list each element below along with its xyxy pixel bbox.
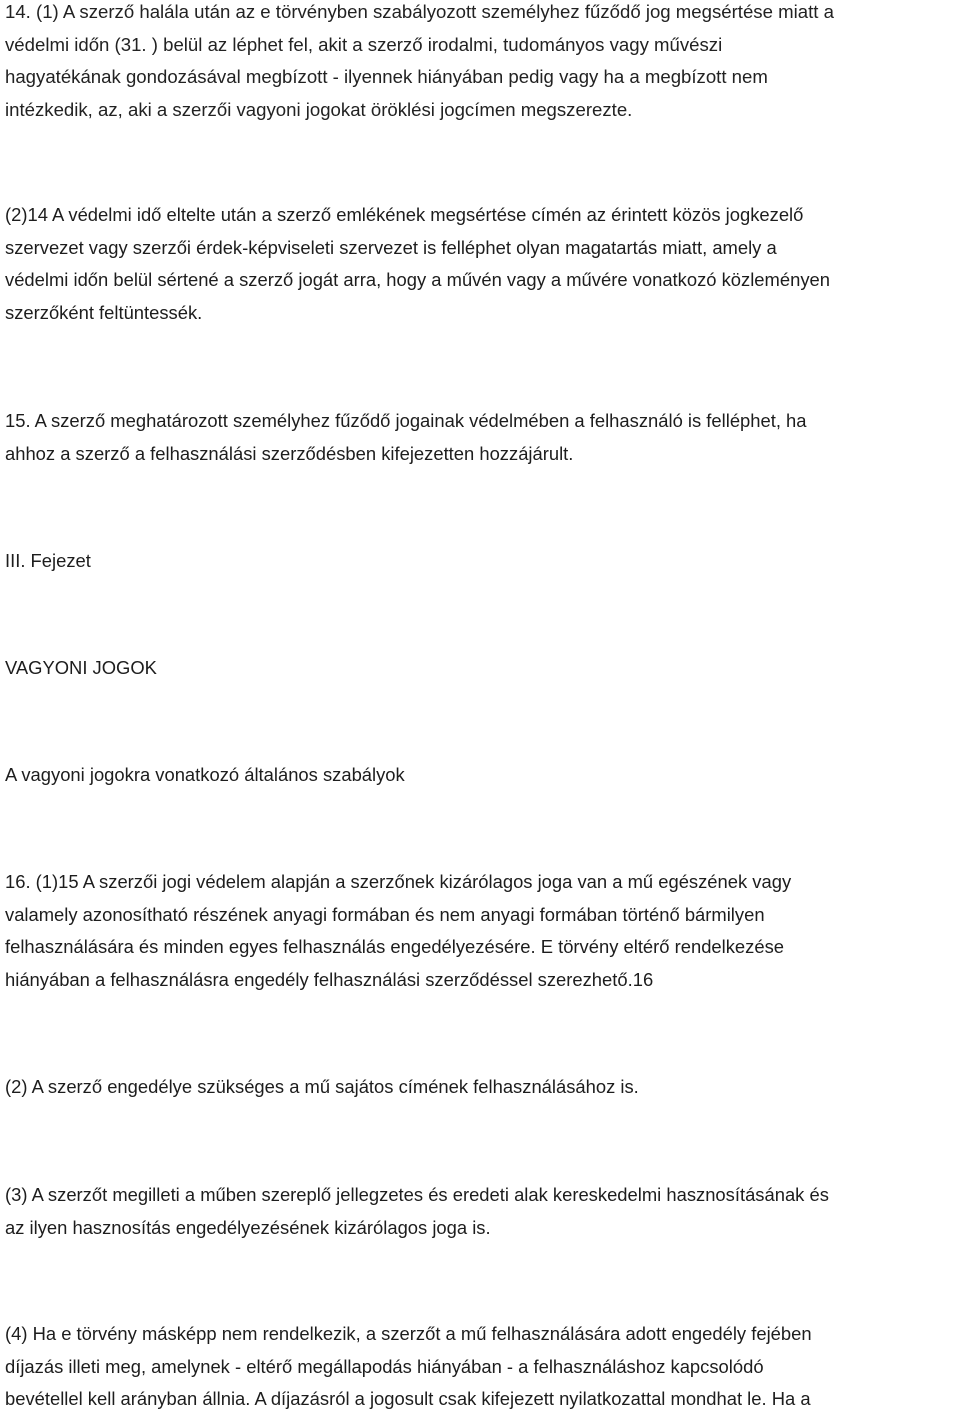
chapter-label: III. Fejezet [5,550,91,571]
text-line: 15. A szerző meghatározott személyhez fűződő jogainak védelmében a felhasználó is felléphet, ha [5,410,807,431]
text-line: felhasználására és minden egyes felhasználás engedélyezésére. E törvény eltérő rendelkezése [5,936,785,957]
text-line: 14. (1) A szerző halála után az e törvényben szabályozott személyhez fűződő jog megsértése miatt a [5,1,834,22]
text-line: védelmi időn (31. ) belül az léphet fel, akit a szerző irodalmi, tudományos vagy művészi [5,33,723,55]
text-line: hiányában a felhasználásra engedély felhasználási szerződéssel szerezhető.16 [5,968,654,990]
text-line: valamely azonosítható részének anyagi formában és nem anyagi formában történő bármilyen [5,903,765,925]
chapter-title: VAGYONI JOGOK [5,657,157,678]
text-line: (4) Ha e törvény másképp nem rendelkezik, a szerzőt a mű felhasználására adott engedély fejében [5,1323,812,1344]
paragraph-16-1 [5,866,955,996]
text-line: bevétellel kell arányban állnia. A díjazásról a jogosult csak kifejezett nyilatkozattal mondhat le. Ha a [5,1388,811,1409]
paragraph-14-2 [5,199,955,329]
text-line: díjazás illeti meg, amelynek - eltérő megállapodás hiányában - a felhasználáshoz kapcsolódó [5,1355,764,1377]
text-line: 16. (1)15 A szerzői jogi védelem alapján a szerzőnek kizárólagos joga van a mű egészének vagy [5,871,792,892]
text-line: hagyatékának gondozásával megbízott - ilyennek hiányában pedig vagy ha a megbízott nem [5,66,768,87]
text-line: ahhoz a szerző a felhasználási szerződésben kifejezetten hozzájárult. [5,442,574,464]
text-line: intézkedik, az, aki a szerzői vagyoni jogokat öröklési jogcímen megszerezte. [5,98,633,120]
text-line: (2)14 A védelmi idő eltelte után a szerző emlékének megsértése címén az érintett közös jogkezelő [5,204,804,225]
section-title: A vagyoni jogokra vonatkozó általános szabályok [5,764,405,785]
text-line: védelmi időn belül sértené a szerző jogát arra, hogy a művén vagy a művére vonatkozó közleményen [5,269,830,290]
text-line: szerzőként feltüntessék. [5,301,203,323]
paragraph-16-4 [5,1318,955,1416]
paragraph-15 [5,405,955,470]
text-line: szervezet vagy szerzői érdek-képviseleti szervezet is felléphet olyan magatartás miatt, amely a [5,236,777,258]
text-line: (3) A szerzőt megilleti a műben szereplő jellegzetes és eredeti alak kereskedelmi hasznosításának és [5,1184,829,1205]
paragraph-16-3 [5,1179,955,1244]
paragraph-16-2 [5,1071,955,1104]
text-line: az ilyen hasznosítás engedélyezésének kizárólagos joga is. [5,1216,491,1238]
text-line: (2) A szerző engedélye szükséges a mű sajátos címének felhasználásához is. [5,1076,639,1097]
paragraph-14-1 [5,0,955,126]
